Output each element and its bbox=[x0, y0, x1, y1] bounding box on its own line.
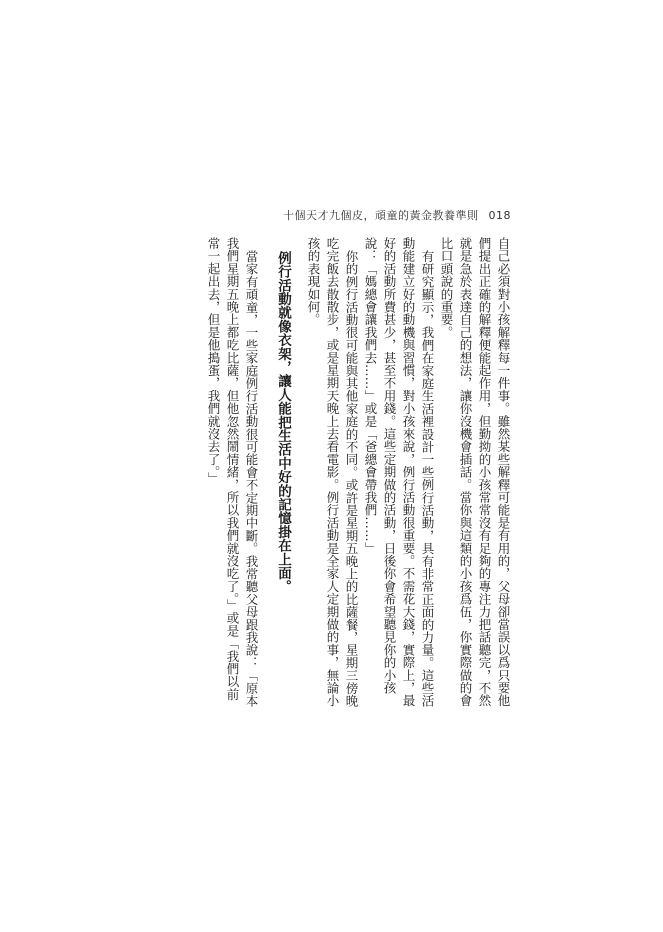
paragraph: 自己必須對小孩解釋每一件事。雖然某些解釋可能是有用的，父母卻當誤以爲只要他們提出正確的解釋便能起作用，但勤拗的小孩常常沒有足夠的專注力把話聽完，不然就是急於表達自己的想法，讓你沒機會插話。當你與這類的小孩爲伍，你實際做的會比口頭說的重要。 bbox=[439, 237, 511, 707]
section-heading: 例行活動就像衣架，讓人能把生活中好的記憶掛在上面。 bbox=[275, 250, 291, 593]
paragraph: 你的例行活動很可能與其他家庭的不同。或許是星期五晚上的比薩餐，星期三傍晚吃完飯去散散步，或是星期天晚上去看電影。例行活動是全家人定期做的事，無論小孩的表現如何。 bbox=[306, 237, 359, 707]
running-header bbox=[283, 207, 511, 223]
running-header-title: 十個天才九個皮，頑童的黃金教養準則 bbox=[283, 209, 479, 222]
page-number: 018 bbox=[488, 209, 511, 222]
paragraph: 有研究顯示，我們在家庭生活裡設計一些例行活動，具有非常正面的力量。這些活動能建立好的動機與習慣，對小孩來說，例行活動很重要。不需花大錢，實際上，最好的活動所費甚少，甚至不用錢。這些定期做的活動，日後你會希望聽見你的小孩說：「媽總會讓我們去……」或是「爸總會帶我們……」 bbox=[363, 237, 435, 707]
paragraph: 當家有頑童，一些家庭例行活動很可能會不定期中斷。我常聽父母跟我說：「原本我們星期五晚上都吃比薩，但他忽然鬧情緒，所以我們就沒吃了。」或是「我們以前常一起出去，但是他搗蛋，我們就沒去了。」 bbox=[206, 237, 259, 707]
body-text bbox=[204, 237, 513, 707]
